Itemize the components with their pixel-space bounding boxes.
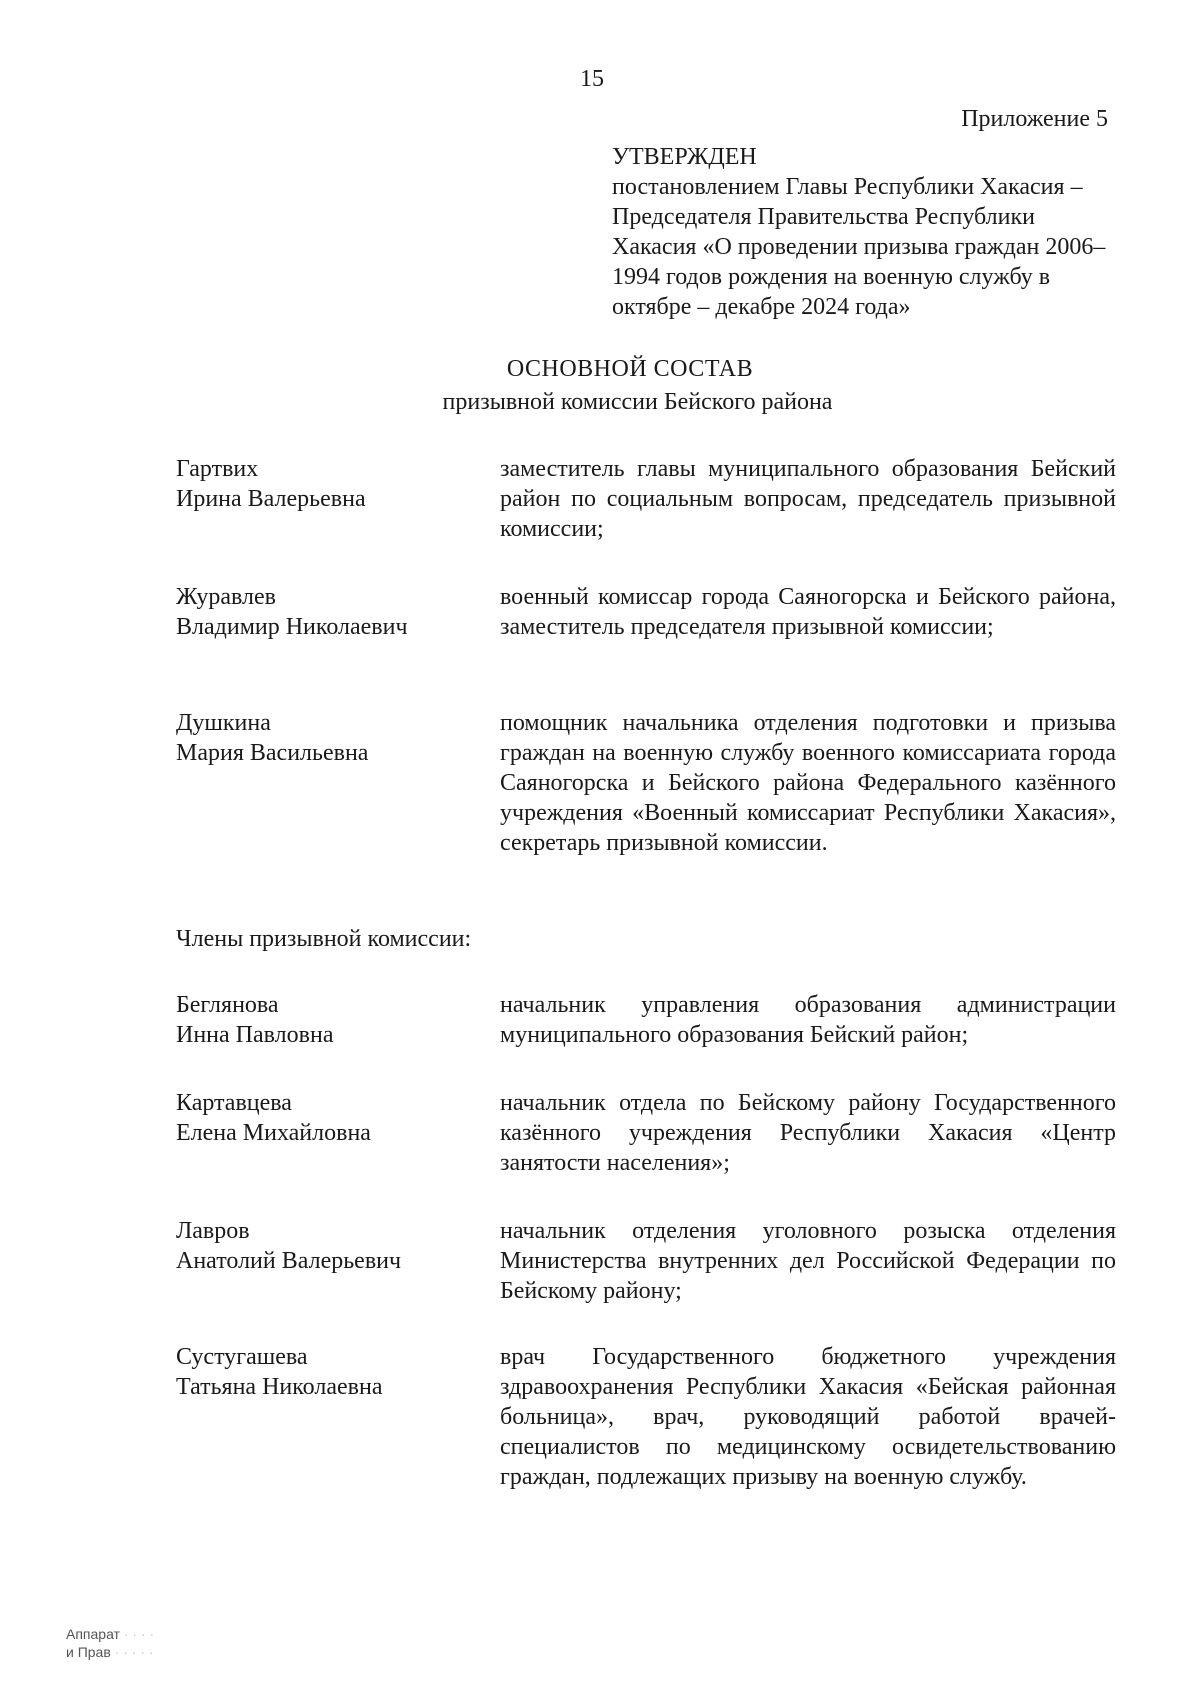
person-role: военный комиссар города Саяногорска и Бейского района, заместитель председателя призывной комиссии;: [500, 584, 1116, 640]
person-given-name: Инна Павловна: [176, 1022, 334, 1048]
person-role: начальник отдела по Бейскому району Государственного казённого учреждения Республики Хакасия «Центр занятости населения»;: [500, 1090, 1116, 1176]
person-role: помощник начальника отделения подготовки и призыва граждан на военную службу военного комиссариата города Саяногорска и Бейского района Федерального казённого учреждения «Военный комиссариат Республики Хакасия», секретарь призывной комиссии.: [500, 710, 1116, 856]
person-surname: Сустугашева: [176, 1344, 308, 1370]
person-name: [176, 1088, 476, 1148]
person-given-name: Татьяна Николаевна: [176, 1374, 383, 1400]
approval-text: постановлением Главы Республики Хакасия – Председателя Правительства Республики Хакасия «О проведении призыва граждан 2006–1994 годов рождения на военную службу в октябре – декабре 2024 года»: [612, 174, 1106, 320]
person-name: [176, 1342, 476, 1402]
person-surname: Лавров: [176, 1218, 250, 1244]
person-given-name: Владимир Николаевич: [176, 614, 408, 640]
person-role: врач Государственного бюджетного учреждения здравоохранения Республики Хакасия «Бейская районная больница», врач, руководящий работой врачей-специалистов по медицинскому освидетельствованию граждан, подлежащих призыву на военную службу.: [500, 1344, 1116, 1490]
person-role: начальник управления образования администрации муниципального образования Бейский район;: [500, 992, 1116, 1048]
person-name: [176, 454, 476, 514]
title-block: [0, 356, 1200, 416]
person-name: [176, 990, 476, 1050]
document-subtitle: призывной комиссии Бейского района: [442, 389, 833, 415]
person-name: [176, 708, 476, 768]
stamp-line-2: и Прав: [66, 1644, 111, 1660]
person-surname: Душкина: [176, 710, 271, 736]
person-name: [176, 1216, 476, 1276]
approval-block: [612, 142, 1122, 322]
person-given-name: Елена Михайловна: [176, 1120, 371, 1146]
members-heading: Члены призывной комиссии:: [176, 926, 472, 952]
faded-stamp: Аппарат · · · · и Прав · · · · ·: [66, 1626, 155, 1660]
person-surname: Гартвих: [176, 456, 259, 482]
document-title: ОСНОВНОЙ СОСТАВ: [506, 356, 754, 382]
person-given-name: Мария Васильевна: [176, 740, 369, 766]
person-surname: Беглянова: [176, 992, 279, 1018]
person-surname: Журавлев: [176, 584, 276, 610]
person-role: начальник отделения уголовного розыска отделения Министерства внутренних дел Российской Федерации по Бейскому району;: [500, 1218, 1116, 1304]
stamp-line-1: Аппарат: [66, 1626, 120, 1642]
person-surname: Картавцева: [176, 1090, 292, 1116]
person-given-name: Анатолий Валерьевич: [176, 1248, 402, 1274]
person-role: заместитель главы муниципального образования Бейский район по социальным вопросам, председатель призывной комиссии;: [500, 456, 1116, 542]
page-number: 15: [580, 66, 604, 92]
person-name: [176, 582, 476, 642]
approval-head: УТВЕРЖДЕН: [612, 144, 757, 170]
person-given-name: Ирина Валерьевна: [176, 486, 366, 512]
appendix-label: Приложение 5: [961, 106, 1108, 132]
